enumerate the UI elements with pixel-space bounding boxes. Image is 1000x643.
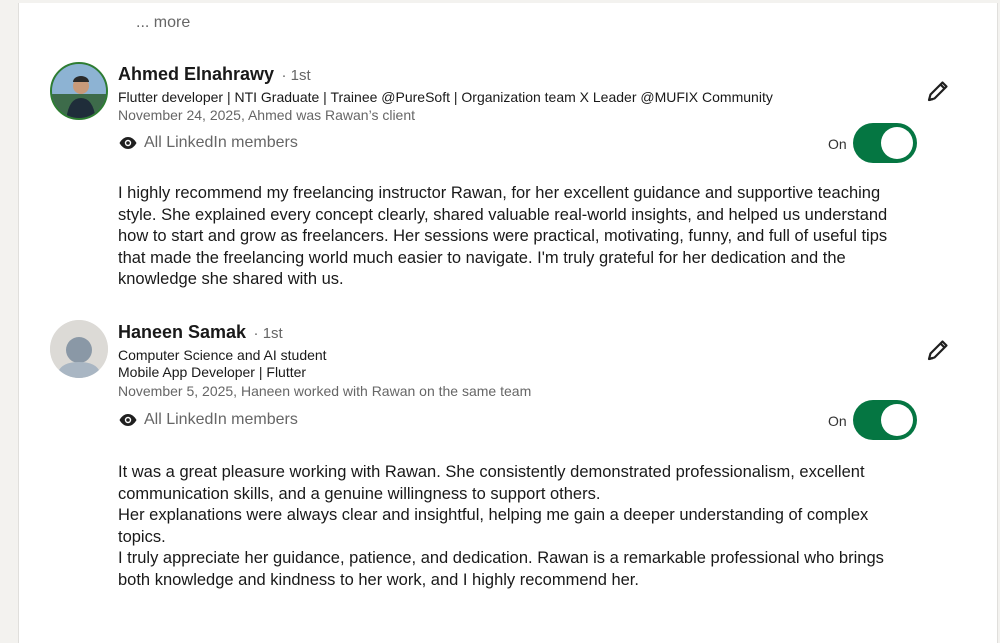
connection-degree: · 1st bbox=[253, 325, 283, 342]
recommender-name-row bbox=[118, 64, 311, 85]
eye-icon bbox=[118, 136, 138, 150]
recommendation-text bbox=[118, 183, 908, 291]
see-more-link[interactable]: ... more bbox=[136, 14, 191, 31]
recommendation-text bbox=[118, 462, 908, 592]
recommender-name[interactable]: Ahmed Elnahrawy bbox=[118, 64, 275, 84]
pencil-icon bbox=[925, 337, 951, 363]
avatar-photo-icon bbox=[52, 64, 108, 120]
default-person-icon bbox=[50, 320, 108, 378]
edit-recommendation-button[interactable] bbox=[921, 333, 955, 367]
avatar[interactable] bbox=[50, 62, 108, 120]
pencil-icon bbox=[925, 78, 951, 104]
visibility-label: All LinkedIn members bbox=[144, 411, 298, 428]
recommendation-paragraph: I highly recommend my freelancing instructor Rawan, for her excellent guidance and supportive teaching style. She explained every concept clearly, shared valuable real-world insights, and helped us understand how to start and grow as freelancers. Her sessions were practical, motivating, funny, and full of useful tips that made the freelancing world much easier to navigate. I'm truly grateful for her dedication and the knowledge she shared with us. bbox=[118, 184, 888, 289]
toggle-knob bbox=[881, 404, 913, 436]
show-recommendation-toggle[interactable] bbox=[853, 123, 917, 163]
recommendation-meta: November 24, 2025, Ahmed was Rawan’s client bbox=[118, 107, 416, 123]
visibility-label: All LinkedIn members bbox=[144, 134, 298, 151]
recommender-headline: Flutter developer | NTI Graduate | Trainee @PureSoft | Organization team X Leader @MUFIX Community bbox=[118, 89, 773, 105]
toggle-label: On bbox=[828, 413, 847, 429]
recommender-name-row bbox=[118, 322, 283, 343]
visibility-setting bbox=[118, 132, 298, 154]
toggle-knob bbox=[881, 127, 913, 159]
connection-degree: · 1st bbox=[281, 67, 311, 84]
avatar[interactable] bbox=[50, 320, 108, 378]
recommender-name[interactable]: Haneen Samak bbox=[118, 322, 247, 342]
recommender-headline-line-1: Computer Science and AI student bbox=[118, 347, 327, 363]
edit-recommendation-button[interactable] bbox=[921, 74, 955, 108]
recommendation-meta: November 5, 2025, Haneen worked with Rawan on the same team bbox=[118, 383, 532, 399]
eye-icon bbox=[118, 413, 138, 427]
recommendation-paragraph: Her explanations were always clear and insightful, helping me gain a deeper understanding of complex topics. bbox=[118, 506, 869, 546]
toggle-label: On bbox=[828, 136, 847, 152]
recommendation-paragraph: It was a great pleasure working with Rawan. She consistently demonstrated professionalism, excellent communication skills, and a genuine willingness to support others. bbox=[118, 463, 865, 503]
recommendations-card bbox=[18, 3, 998, 643]
recommendation-paragraph: I truly appreciate her guidance, patience, and dedication. Rawan is a remarkable professional who brings both knowledge and kindness to her work, and I highly recommend her. bbox=[118, 549, 884, 589]
recommender-headline-line-2: Mobile App Developer | Flutter bbox=[118, 364, 307, 380]
visibility-setting bbox=[118, 409, 298, 431]
show-recommendation-toggle[interactable] bbox=[853, 400, 917, 440]
